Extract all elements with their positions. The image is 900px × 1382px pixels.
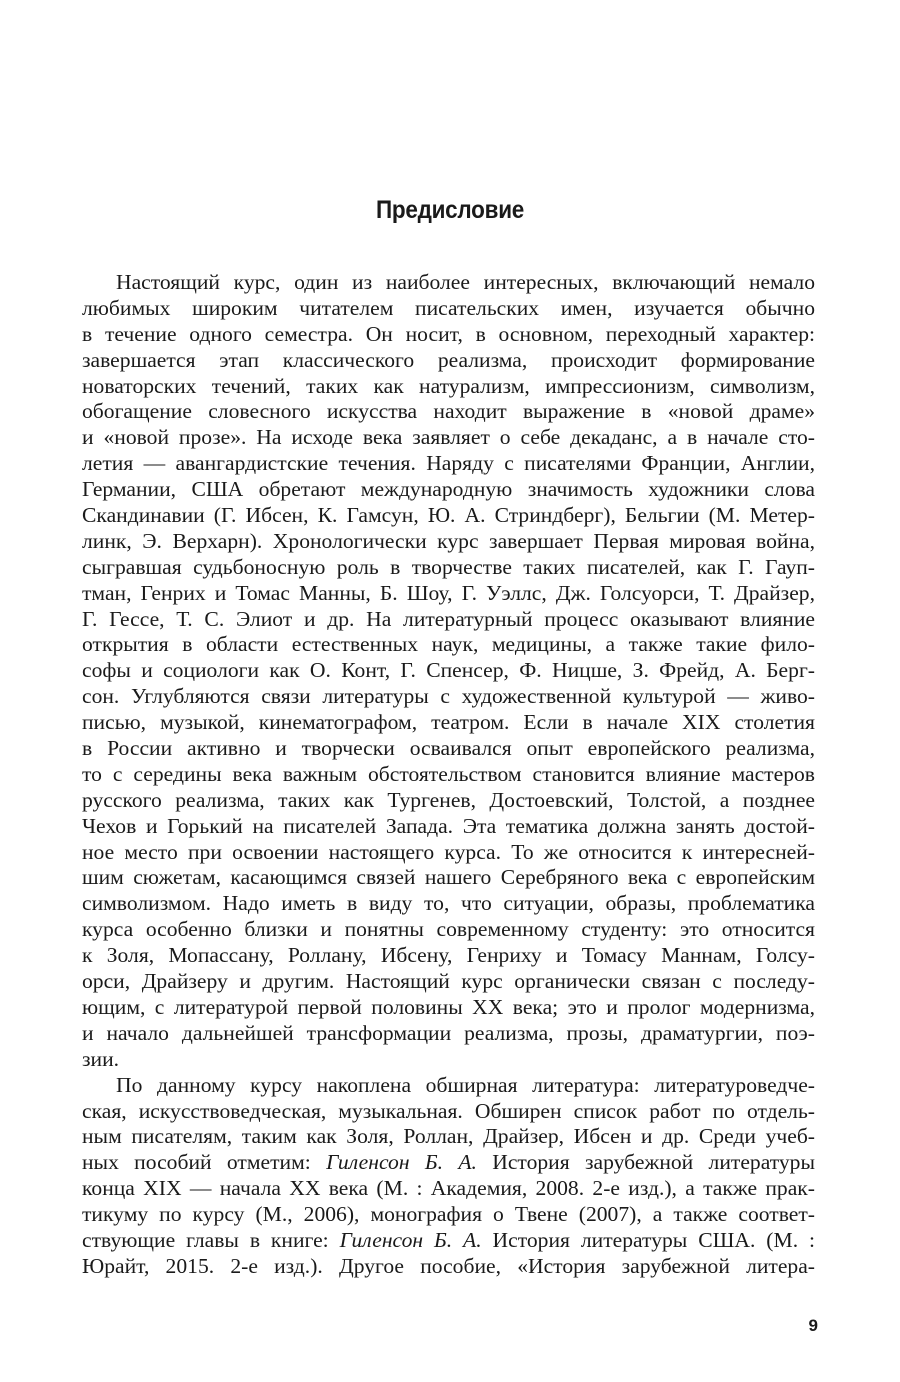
text-line: и начало дальнейшей трансформации реализма, прозы, драматургии, поэ- xyxy=(82,1020,815,1045)
text-line: в течение одного семестра. Он носит, в основном, переходный характер: xyxy=(82,321,815,346)
text-line: софы и социологи как О. Конт, Г. Спенсер, Ф. Ницше, З. Фрейд, А. Берг- xyxy=(82,658,815,683)
text-span: История зарубежной литературы xyxy=(476,1150,815,1175)
text-line: тман, Генрих и Томас Манны, Б. Шоу, Г. Уэллс, Дж. Голсуорси, Т. Драйзер, xyxy=(82,580,815,605)
text-line: то с середины века важным обстоятельством становится влияние мастеров xyxy=(82,761,815,786)
text-line: писью, музыкой, кинематографом, театром. Если в начале XIX столетия xyxy=(82,710,815,735)
text-line: символизмом. Надо иметь в виду то, что ситуации, образы, проблематика xyxy=(82,891,815,916)
text-line: ное место при освоении настоящего курса. То же относится к интересней- xyxy=(82,839,815,864)
text-line xyxy=(82,1150,815,1176)
text-line: сон. Углубляются связи литературы с художественной культурой — живо- xyxy=(82,684,815,709)
text-span: История литературы США. (М. : xyxy=(481,1227,815,1252)
text-line: русского реализма, таких как Тургенев, Достоевский, Толстой, а позднее xyxy=(82,787,815,812)
text-line: Германии, США обретают международную значимость художники слова xyxy=(82,477,815,502)
text-span: ствующие главы в книге: xyxy=(82,1227,340,1252)
text-line: шим сюжетам, касающимся связей нашего Серебряного века с европейским xyxy=(82,865,815,890)
text-line: тикуму по курсу (М., 2006), монография о Твене (2007), а также соответ- xyxy=(82,1202,815,1227)
text-line: летия — авангардистские течения. Наряду с писателями Франции, Англии, xyxy=(82,451,815,476)
page-title: Предисловие xyxy=(375,196,524,224)
text-line: ным писателям, таким как Золя, Роллан, Драйзер, Ибсен и др. Среди учеб- xyxy=(82,1124,815,1149)
text-line: новаторских течений, таких как натурализм, импрессионизм, символизм, xyxy=(82,373,815,398)
text-line: ская, искусствоведческая, музыкальная. Обширен список работ по отдель- xyxy=(82,1098,815,1123)
text-line: конца XIX — начала XX века (М. : Академия, 2008. 2-е изд.), а также прак- xyxy=(82,1176,815,1201)
text-line: и «новой прозе». На исходе века заявляет о себе декаданс, а в начале сто- xyxy=(82,425,815,450)
text-line: Чехов и Горький на писателей Запада. Эта тематика должна занять достой- xyxy=(82,813,815,838)
paragraph-2 xyxy=(82,1073,815,1280)
text-line: открытия в области естественных наук, медицины, а также такие фило- xyxy=(82,632,815,657)
text-line: ющим, с литературой первой половины XX века; это и пролог модернизма, xyxy=(82,994,815,1019)
text-line: любимых широким читателем писательских имен, изучается обычно xyxy=(82,295,815,320)
text-line: в России активно и творчески осваивался опыт европейского реализма, xyxy=(82,736,815,761)
text-line: завершается этап классического реализма, происходит формирование xyxy=(82,347,815,372)
text-line: курса особенно близки и понятны современному студенту: это относится xyxy=(82,917,815,942)
text-line: линк, Э. Верхарн). Хронологически курс завершает Первая мировая война, xyxy=(82,528,815,553)
text-line: к Золя, Мопассану, Роллану, Ибсену, Генриху и Томасу Маннам, Голсу- xyxy=(82,943,815,968)
text-line: сыгравшая судьбоносную роль в творчестве таких писателей, как Г. Гауп- xyxy=(82,554,815,579)
text-line: обогащение словесного искусства находит выражение в «новой драме» xyxy=(82,399,815,424)
text-line: Настоящий курс, один из наиболее интересных, включающий немало xyxy=(116,270,815,294)
text-line: Г. Гессе, Т. С. Элиот и др. На литературный процесс оказывают влияние xyxy=(82,606,815,631)
text-line: По данному курсу накоплена обширная литература: литературоведче- xyxy=(116,1072,815,1097)
text-line: Скандинавии (Г. Ибсен, К. Гамсун, Ю. А. Стриндберг), Бельгии (М. Метер- xyxy=(82,503,815,528)
text-line xyxy=(82,1228,815,1254)
author-name: Гиленсон Б. А. xyxy=(339,1227,482,1252)
body-text xyxy=(82,270,815,1280)
paragraph-1 xyxy=(82,270,815,1073)
text-line: Юрайт, 2015. 2-е изд.). Другое пособие, «История зарубежной литера- xyxy=(82,1253,815,1278)
author-name: Гиленсон Б. А. xyxy=(326,1150,477,1175)
text-span: ных пособий отметим: xyxy=(82,1150,327,1175)
page-number: 9 xyxy=(808,1316,818,1335)
text-line: орси, Драйзеру и другим. Настоящий курс органически связан с последу- xyxy=(82,969,815,994)
text-line: зии. xyxy=(82,1046,120,1071)
